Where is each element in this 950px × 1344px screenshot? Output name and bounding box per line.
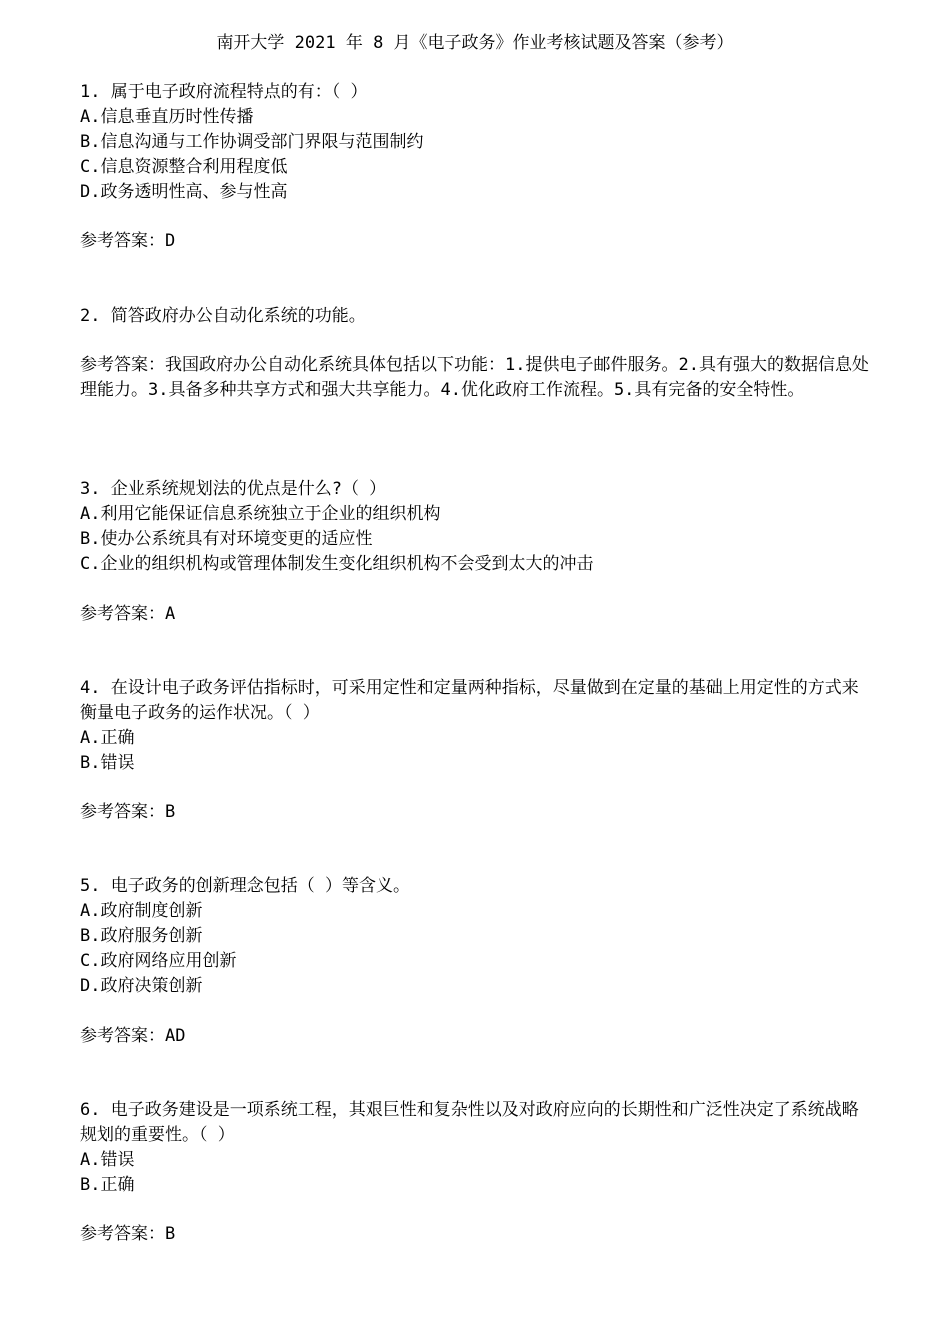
question-5-option-a: A.政府制度创新	[80, 901, 203, 921]
question-1-answer: 参考答案：D	[80, 231, 176, 251]
question-5-stem: 5. 电子政务的创新理念包括（ ）等含义。	[80, 876, 410, 896]
question-4-answer-block	[80, 800, 870, 825]
question-3-answer-block	[80, 602, 870, 627]
question-6-block	[80, 1098, 870, 1198]
question-1-option-a: A.信息垂直历时性传播	[80, 107, 254, 127]
question-6-option-b: B.正确	[80, 1175, 135, 1195]
question-2-answer-block	[80, 353, 870, 403]
question-6-stem: 6. 电子政务建设是一项系统工程，其艰巨性和复杂性以及对政府应向的长期性和广泛性决定了系统战略规划的重要性。（ ）	[80, 1100, 859, 1145]
question-3-option-a: A.利用它能保证信息系统独立于企业的组织机构	[80, 504, 441, 524]
question-1-stem: 1. 属于电子政府流程特点的有：（ ）	[80, 82, 368, 102]
question-stem	[80, 80, 870, 205]
question-5-option-b: B.政府服务创新	[80, 926, 203, 946]
question-2-stem: 2. 简答政府办公自动化系统的功能。	[80, 306, 366, 326]
question-5-block	[80, 874, 870, 999]
question-1-option-b: B.信息沟通与工作协调受部门界限与范围制约	[80, 132, 424, 152]
question-3-answer: 参考答案：A	[80, 604, 176, 624]
question-1-option-c: C.信息资源整合利用程度低	[80, 157, 288, 177]
question-6-answer: 参考答案：B	[80, 1224, 176, 1244]
question-4-stem: 4. 在设计电子政务评估指标时，可采用定性和定量两种指标，尽量做到在定量的基础上用定性的方式来衡量电子政务的运作状况。（ ）	[80, 678, 859, 723]
question-6-option-a: A.错误	[80, 1150, 135, 1170]
question-5-answer: 参考答案：AD	[80, 1026, 186, 1046]
question-1-answer-block	[80, 229, 870, 254]
question-5-option-c: C.政府网络应用创新	[80, 951, 237, 971]
question-3-stem: 3. 企业系统规划法的优点是什么?（ ）	[80, 479, 387, 499]
question-4-option-b: B.错误	[80, 753, 135, 773]
question-6-answer-block	[80, 1222, 870, 1247]
question-3-block	[80, 477, 870, 577]
question-2-answer: 参考答案：我国政府办公自动化系统具体包括以下功能：1.提供电子邮件服务。2.具有强大的数据信息处理能力。3.具备多种共享方式和强大共享能力。4.优化政府工作流程。5.具有完备的安全特性。	[80, 355, 869, 400]
question-3-option-b: B.使办公系统具有对环境变更的适应性	[80, 529, 373, 549]
question-4-answer: 参考答案：B	[80, 802, 176, 822]
question-5-answer-block	[80, 1024, 870, 1049]
question-2-block	[80, 304, 870, 329]
question-4-option-a: A.正确	[80, 728, 135, 748]
question-4-block	[80, 676, 870, 776]
question-5-option-d: D.政府决策创新	[80, 976, 203, 996]
question-1-option-d: D.政务透明性高、参与性高	[80, 182, 288, 202]
document-title: 南开大学 2021 年 8 月《电子政务》作业考核试题及答案（参考）	[216, 33, 734, 53]
question-3-option-c: C.企业的组织机构或管理体制发生变化组织机构不会受到太大的冲击	[80, 554, 594, 574]
